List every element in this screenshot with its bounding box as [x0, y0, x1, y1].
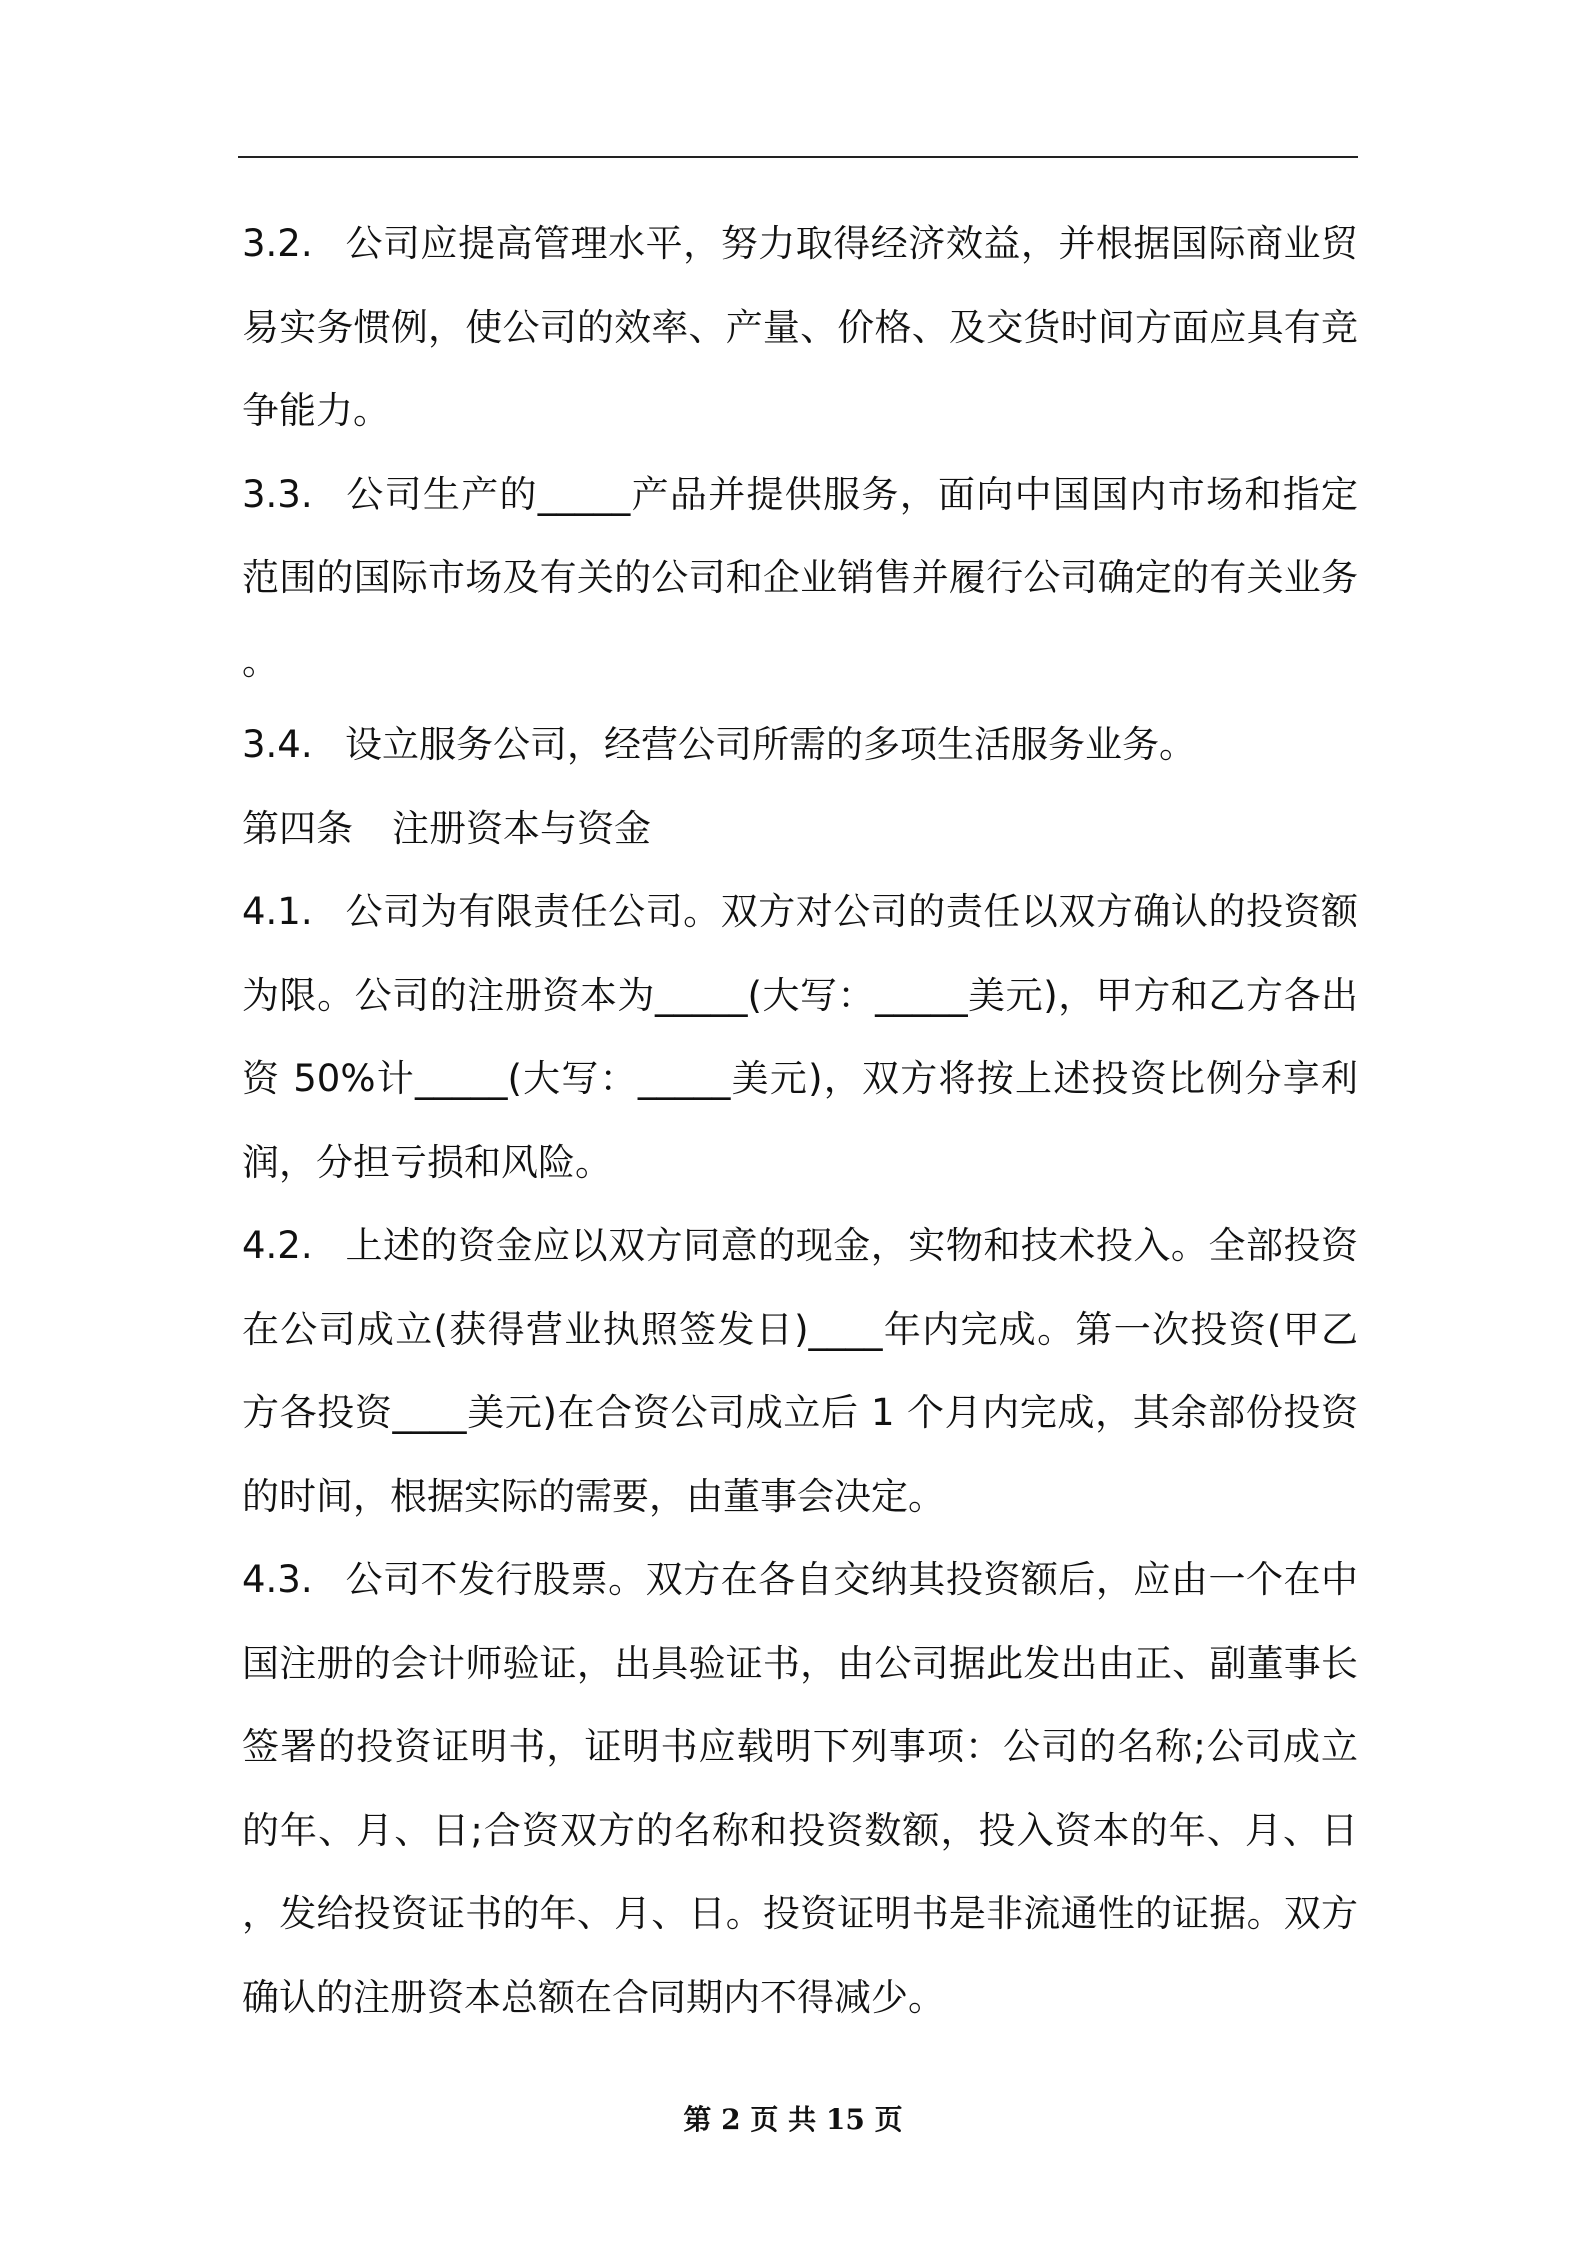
clause-number: 3.4. — [242, 723, 313, 766]
clause-3-3 — [242, 453, 1358, 704]
article-title: 注册资本与资金 — [392, 806, 651, 850]
clause-number: 4.2. — [242, 1224, 313, 1267]
article-number: 第四条 — [242, 806, 353, 850]
clause-text: 公司应提高管理水平，努力取得经济效益，并根据国际商业贸易实务惯例，使公司的效率、产量、价格、及交货时间方面应具有竞争能力。 — [242, 222, 1358, 432]
page-footer — [0, 2100, 1586, 2140]
clause-number: 4.3. — [242, 1558, 313, 1601]
clause-text: 公司为有限责任公司。双方对公司的责任以双方确认的投资额为限。公司的注册资本为_____(大写：_____美元)，甲方和乙方各出资 50%计_____(大写：_____美元)，双方将按上述投资比例分享利润，分担亏损和风险。 — [242, 890, 1358, 1184]
footer-current-page: 2 — [721, 2103, 741, 2136]
clause-text: 公司不发行股票。双方在各自交纳其投资额后，应由一个在中国注册的会计师验证，出具验证书，由公司据此发出由正、副董事长签署的投资证明书，证明书应载明下列事项：公司的名称;公司成立的年、月、日;合资双方的名称和投资数额，投入资本的年、月、日，发给投资证书的年、月、日。投资证明书是非流通性的证据。双方确认的注册资本总额在合同期内不得减少。 — [242, 1558, 1358, 2019]
clause-3-4 — [242, 703, 1358, 787]
article-4-heading — [242, 787, 1358, 871]
clause-3-2 — [242, 202, 1358, 453]
clause-text: 公司生产的_____产品并提供服务，面向中国国内市场和指定范围的国际市场及有关的公司和企业销售并履行公司确定的有关业务。 — [242, 472, 1358, 683]
clause-number: 3.2. — [242, 222, 313, 265]
header-rule — [238, 156, 1358, 158]
footer-total-pages: 15 — [825, 2103, 865, 2136]
clause-text: 设立服务公司，经营公司所需的多项生活服务业务。 — [345, 723, 1196, 766]
clause-number: 3.3. — [242, 472, 313, 516]
footer-suffix: 页 — [874, 2103, 903, 2136]
document-body — [242, 202, 1358, 2039]
footer-prefix: 第 — [683, 2103, 712, 2136]
clause-4-2 — [242, 1204, 1358, 1538]
clause-text: 上述的资金应以双方同意的现金，实物和技术投入。全部投资在公司成立(获得营业执照签发日)____年内完成。第一次投资(甲乙方各投资____美元)在合资公司成立后 1 个月内完成，其余部份投资的时间，根据实际的需要，由董事会决定。 — [242, 1224, 1358, 1518]
clause-4-3 — [242, 1538, 1358, 2039]
clause-4-1 — [242, 870, 1358, 1204]
footer-middle: 页 共 — [750, 2103, 817, 2136]
clause-number: 4.1. — [242, 890, 313, 933]
